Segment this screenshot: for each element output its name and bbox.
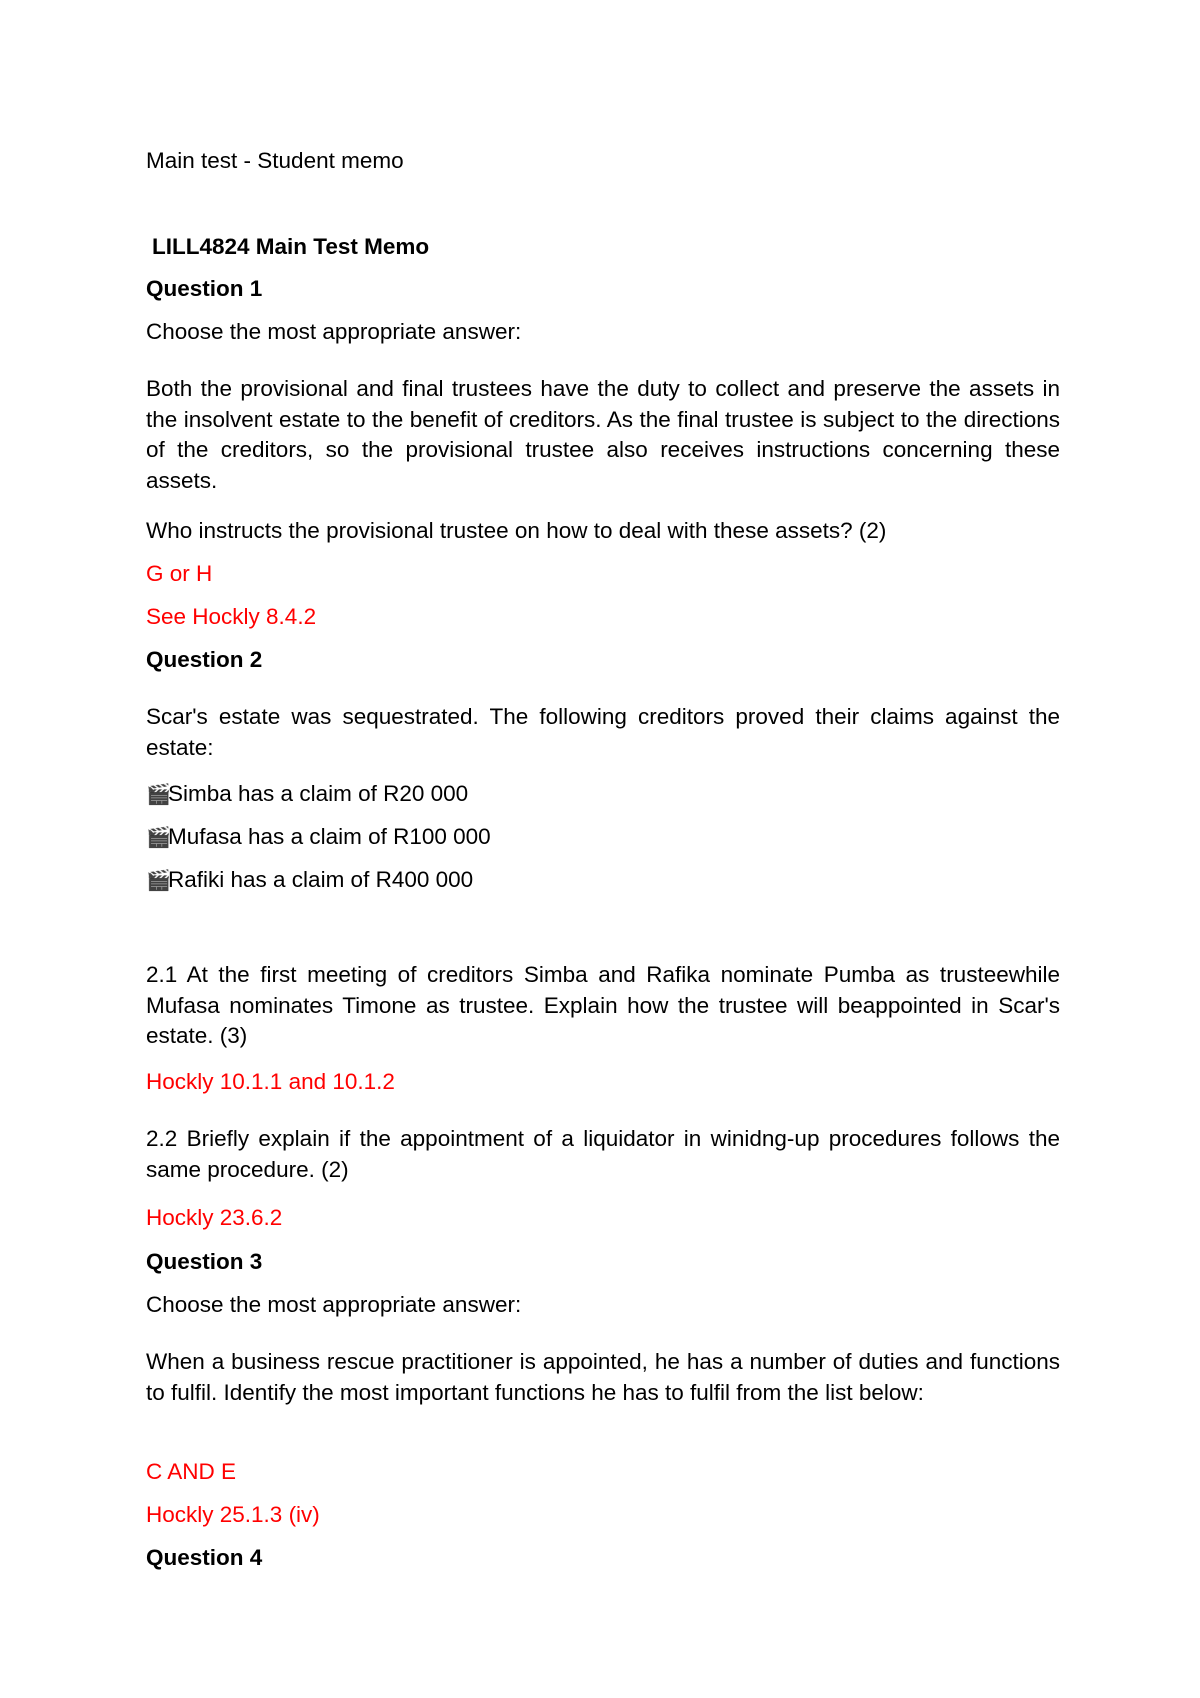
question-3-answer: C AND E (146, 1459, 237, 1484)
question-4-heading: Question 4 (146, 1545, 263, 1570)
question-2-2-text: 2.2 Briefly explain if the appointment of a liquidator in winidng-up procedures follows the same procedure. (2) (146, 1126, 1060, 1182)
clapperboard-icon: 🎬 (146, 784, 171, 806)
question-2-1-text: 2.1 At the first meeting of creditors Simba and Rafika nominate Pumba as trusteewhile Mufasa nominates Timone as trustee. Explain how the trustee will beappointed in Scar's estate. (3) (146, 962, 1060, 1048)
question-1-instruction: Choose the most appropriate answer: (146, 319, 522, 344)
creditor-bullet-text: Mufasa has a claim of R100 000 (168, 824, 491, 849)
question-3-heading: Question 3 (146, 1249, 263, 1274)
question-1-answer: G or H (146, 561, 213, 586)
question-2-2-answer: Hockly 23.6.2 (146, 1205, 283, 1230)
creditor-bullet-text: Simba has a claim of R20 000 (168, 781, 469, 806)
question-3-instruction: Choose the most appropriate answer: (146, 1292, 522, 1317)
question-2-heading: Question 2 (146, 647, 263, 672)
question-1-body: Both the provisional and final trustees have the duty to collect and preserve the assets in the insolvent estate to the benefit of creditors. As the final trustee is subject to the directions of the creditors, so the provisional trustee also receives instructions concerning these assets. (146, 376, 1060, 493)
creditor-bullet-item (146, 779, 468, 811)
question-1-question: Who instructs the provisional trustee on how to deal with these assets? (2) (146, 518, 887, 543)
document-title: LILL4824 Main Test Memo (152, 234, 430, 259)
question-2-intro: Scar's estate was sequestrated. The following creditors proved their claims against the estate: (146, 704, 1060, 760)
question-1-heading: Question 1 (146, 276, 263, 301)
question-1-reference: See Hockly 8.4.2 (146, 604, 317, 629)
question-3-reference: Hockly 25.1.3 (iv) (146, 1502, 320, 1527)
clapperboard-icon: 🎬 (146, 870, 171, 892)
creditor-bullet-item (146, 822, 491, 854)
question-2-1-answer: Hockly 10.1.1 and 10.1.2 (146, 1069, 395, 1094)
creditor-bullet-item (146, 865, 473, 897)
clapperboard-icon: 🎬 (146, 827, 171, 849)
question-3-body: When a business rescue practitioner is appointed, he has a number of duties and functions to fulfil. Identify the most important functions he has to fulfil from the list below: (146, 1349, 1060, 1405)
creditor-bullet-text: Rafiki has a claim of R400 000 (168, 867, 474, 892)
document-header: Main test - Student memo (146, 148, 404, 173)
